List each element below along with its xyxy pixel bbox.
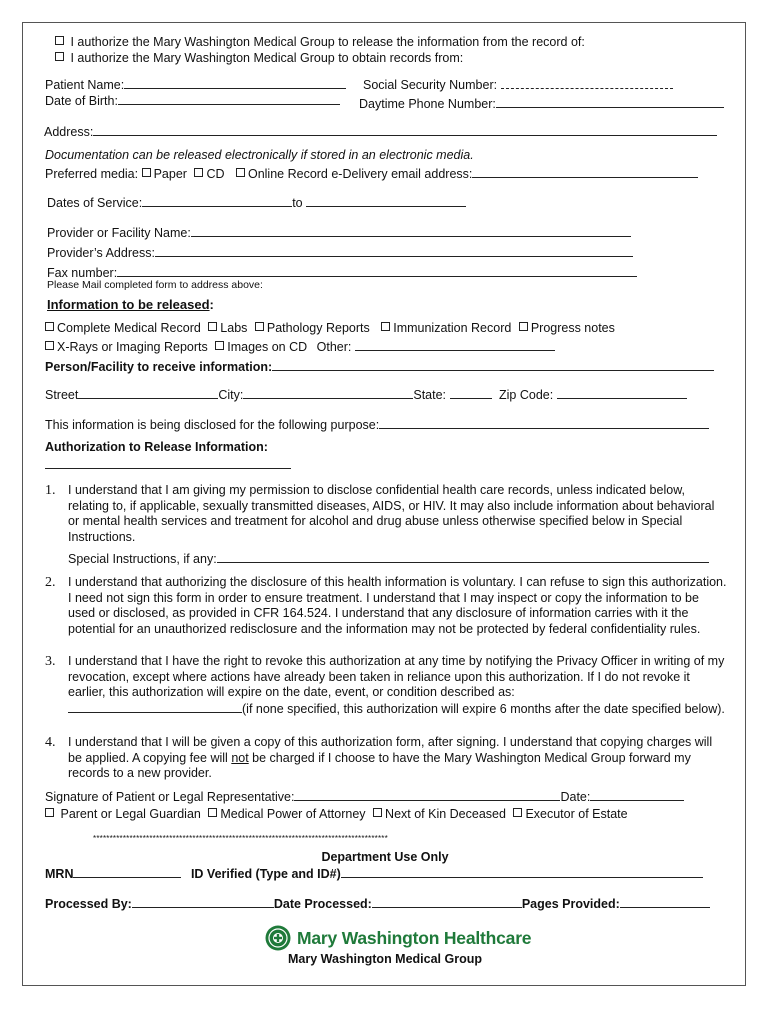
media-row bbox=[45, 165, 698, 182]
date-processed-label: Date Processed: bbox=[273, 897, 372, 911]
online-label: Online Record e-Delivery email address: bbox=[247, 167, 473, 181]
date-from-field[interactable] bbox=[142, 194, 292, 207]
brand-logo bbox=[264, 924, 531, 952]
signature-row bbox=[45, 788, 684, 805]
date-processed-field[interactable] bbox=[372, 895, 522, 908]
clause-4-number: 4. bbox=[45, 735, 56, 750]
address-field[interactable] bbox=[93, 123, 717, 136]
id-verified-field[interactable] bbox=[341, 865, 703, 878]
role-next-of-kin[interactable]: Next of Kin Deceased bbox=[373, 807, 506, 821]
checkbox[interactable] bbox=[215, 341, 224, 350]
clause-3-tail-row bbox=[68, 700, 728, 718]
provider-address-label: Provider’s Address: bbox=[47, 246, 155, 260]
checkbox[interactable] bbox=[208, 322, 217, 331]
state-label: State: bbox=[413, 388, 447, 402]
signature-label: Signature of Patient or Legal Representative: bbox=[45, 790, 295, 804]
special-instructions-row bbox=[68, 550, 709, 567]
checkbox[interactable] bbox=[381, 322, 390, 331]
cd-label: CD bbox=[206, 167, 225, 181]
clause-4-text: I understand that I will be given a copy of this authorization form, after signing. I understand that copying charges will be applied. A copying fee will not be charged if I choose to have the Mary Washington Medical Group forward my records to a new provider. bbox=[68, 735, 713, 780]
provider-name-row bbox=[47, 224, 631, 241]
ssn-label: Social Security Number: bbox=[363, 78, 498, 92]
address-label: Address: bbox=[44, 125, 94, 139]
dates-row bbox=[47, 194, 466, 211]
provider-address-field[interactable] bbox=[155, 244, 633, 257]
representative-roles-row bbox=[45, 807, 628, 822]
checkbox[interactable] bbox=[513, 808, 522, 817]
email-field[interactable] bbox=[472, 165, 698, 178]
checkbox[interactable] bbox=[519, 322, 528, 331]
fax-label: Fax number: bbox=[47, 266, 118, 280]
footer-org-name: Mary Washington Medical Group bbox=[288, 952, 482, 966]
media-label: Preferred media: bbox=[45, 167, 139, 181]
checkbox[interactable] bbox=[255, 322, 264, 331]
id-verified-label: ID Verified (Type and ID#) bbox=[190, 867, 341, 881]
checkbox[interactable] bbox=[55, 36, 64, 45]
online-checkbox[interactable] bbox=[236, 168, 245, 177]
patient-name-label: Patient Name: bbox=[45, 78, 125, 92]
auth-heading-rule bbox=[45, 468, 291, 469]
expiration-field[interactable] bbox=[68, 700, 242, 713]
auth-heading: Authorization to Release Information: bbox=[45, 440, 268, 454]
checkbox[interactable] bbox=[45, 808, 54, 817]
recipient-heading: Person/Facility to receive information: bbox=[45, 360, 273, 374]
purpose-field[interactable] bbox=[379, 416, 709, 429]
option-immunization[interactable]: Immunization Record bbox=[381, 321, 511, 335]
mrn-label: MRN bbox=[45, 867, 74, 881]
signature-field[interactable] bbox=[294, 788, 560, 801]
processed-by-label: Processed By: bbox=[45, 897, 132, 911]
street-label: Street bbox=[45, 388, 79, 402]
brand-name: Mary Washington Healthcare bbox=[297, 927, 532, 948]
clause-2-number: 2. bbox=[45, 575, 56, 590]
dob-label: Date of Birth: bbox=[45, 94, 118, 108]
role-executor[interactable]: Executor of Estate bbox=[513, 807, 627, 821]
authorize-release-row[interactable] bbox=[55, 35, 585, 50]
paper-label: Paper bbox=[153, 167, 187, 181]
special-instructions-field[interactable] bbox=[217, 550, 709, 563]
zip-label: Zip Code: bbox=[499, 388, 554, 402]
recipient-address-row bbox=[45, 386, 687, 403]
checkbox[interactable] bbox=[373, 808, 382, 817]
street-field[interactable] bbox=[78, 386, 218, 399]
clause-3-number: 3. bbox=[45, 654, 56, 669]
zip-field[interactable] bbox=[557, 386, 687, 399]
pages-provided-field[interactable] bbox=[620, 895, 710, 908]
purpose-label: This information is being disclosed for the following purpose: bbox=[45, 418, 380, 432]
clause-3-tail: (if none specified, this authorization will expire 6 months after the date specified below). bbox=[242, 702, 725, 716]
clause-2-text: I understand that authorizing the disclosure of this health information is voluntary. I can refuse to sign this authorization. I need not sign this form in order to ensure treatment. I understand that I may inspect or copy the information to be used or disclosed, as provided in CFR 164.524. I understand that any disclosure of information carries with it the potential for an unauthorized redisclosure and the information may not be protected by federal confidentiality rules. bbox=[68, 575, 727, 636]
phone-field[interactable] bbox=[496, 95, 724, 108]
dates-label: Dates of Service: bbox=[47, 196, 143, 210]
provider-name-label: Provider or Facility Name: bbox=[47, 226, 191, 240]
sign-date-field[interactable] bbox=[590, 788, 684, 801]
patient-name-field[interactable] bbox=[124, 76, 346, 89]
clause-1-number: 1. bbox=[45, 483, 56, 498]
processed-by-field[interactable] bbox=[132, 895, 274, 908]
pages-provided-label: Pages Provided: bbox=[521, 897, 620, 911]
option-complete-record[interactable]: Complete Medical Record bbox=[45, 321, 201, 335]
processing-row bbox=[45, 895, 710, 912]
mail-note: Please Mail completed form to address above: bbox=[47, 279, 263, 291]
electronic-note: Documentation can be released electronically if stored in an electronic media. bbox=[45, 148, 474, 162]
option-pathology[interactable]: Pathology Reports bbox=[255, 321, 370, 335]
fax-field[interactable] bbox=[117, 264, 637, 277]
state-field[interactable] bbox=[450, 386, 492, 399]
paper-checkbox[interactable] bbox=[142, 168, 151, 177]
authorize-obtain-row[interactable] bbox=[55, 51, 463, 66]
role-parent[interactable]: Parent or Legal Guardian bbox=[45, 807, 201, 821]
recipient-field[interactable] bbox=[272, 358, 714, 371]
cd-checkbox[interactable] bbox=[194, 168, 203, 177]
seal-icon bbox=[264, 924, 292, 952]
role-poa[interactable]: Medical Power of Attorney bbox=[208, 807, 365, 821]
dob-field[interactable] bbox=[118, 92, 340, 105]
option-progress-notes[interactable]: Progress notes bbox=[519, 321, 615, 335]
city-field[interactable] bbox=[243, 386, 413, 399]
ssn-field[interactable] bbox=[501, 76, 673, 89]
dept-heading: Department Use Only bbox=[321, 850, 449, 864]
info-release-heading: Information to be released: bbox=[47, 297, 214, 312]
provider-name-field[interactable] bbox=[191, 224, 631, 237]
sign-date-label: Date: bbox=[560, 790, 591, 804]
authorize-obtain-label: I authorize the Mary Washington Medical Group to obtain records from: bbox=[70, 51, 464, 65]
patient-name-row bbox=[45, 76, 346, 93]
dob-row bbox=[45, 92, 340, 109]
phone-row bbox=[359, 95, 724, 112]
mrn-row bbox=[45, 865, 703, 882]
ssn-row bbox=[363, 76, 673, 93]
special-instructions-label: Special Instructions, if any: bbox=[68, 552, 217, 566]
clause-3-text: I understand that I have the right to revoke this authorization at any time by notifying the Privacy Officer in writing of my revocation, except where actions have already been taken in reliance upon this authorization. If I do not revoke it earlier, this authorization will expire on the date, event, or condition described as: bbox=[68, 654, 725, 699]
checkbox[interactable] bbox=[45, 341, 54, 350]
option-labs[interactable]: Labs bbox=[208, 321, 247, 335]
city-label: City: bbox=[218, 388, 244, 402]
separator-stars: ***************************************************************************************** bbox=[93, 834, 388, 843]
mrn-field[interactable] bbox=[73, 865, 181, 878]
purpose-row bbox=[45, 416, 709, 433]
checkbox[interactable] bbox=[55, 52, 64, 61]
dates-to-label: to bbox=[292, 196, 303, 210]
other-field[interactable] bbox=[355, 338, 555, 351]
phone-label: Daytime Phone Number: bbox=[359, 97, 496, 111]
provider-address-row bbox=[47, 244, 633, 261]
clause-1-text: I understand that I am giving my permission to disclose confidential health care records, unless indicated below, relating to, if applicable, sexually transmitted diseases, AIDS, or HIV. It may also include information about behavioral or mental health services and treatment for alcohol and drug abuse unless otherwise specified below in Special Instructions. bbox=[68, 483, 715, 544]
address-row bbox=[44, 123, 717, 140]
other-label: Other: bbox=[316, 340, 352, 354]
recipient-heading-row bbox=[45, 358, 714, 375]
option-images-cd[interactable]: Images on CD bbox=[215, 340, 307, 354]
checkbox[interactable] bbox=[208, 808, 217, 817]
checkbox[interactable] bbox=[45, 322, 54, 331]
not-emphasis: not bbox=[231, 750, 249, 765]
info-options-row1 bbox=[45, 321, 615, 336]
option-xrays[interactable]: X-Rays or Imaging Reports bbox=[45, 340, 208, 354]
authorize-release-label: I authorize the Mary Washington Medical Group to release the information from the record of: bbox=[70, 35, 585, 49]
info-options-row2 bbox=[45, 338, 555, 355]
date-to-field[interactable] bbox=[306, 194, 466, 207]
